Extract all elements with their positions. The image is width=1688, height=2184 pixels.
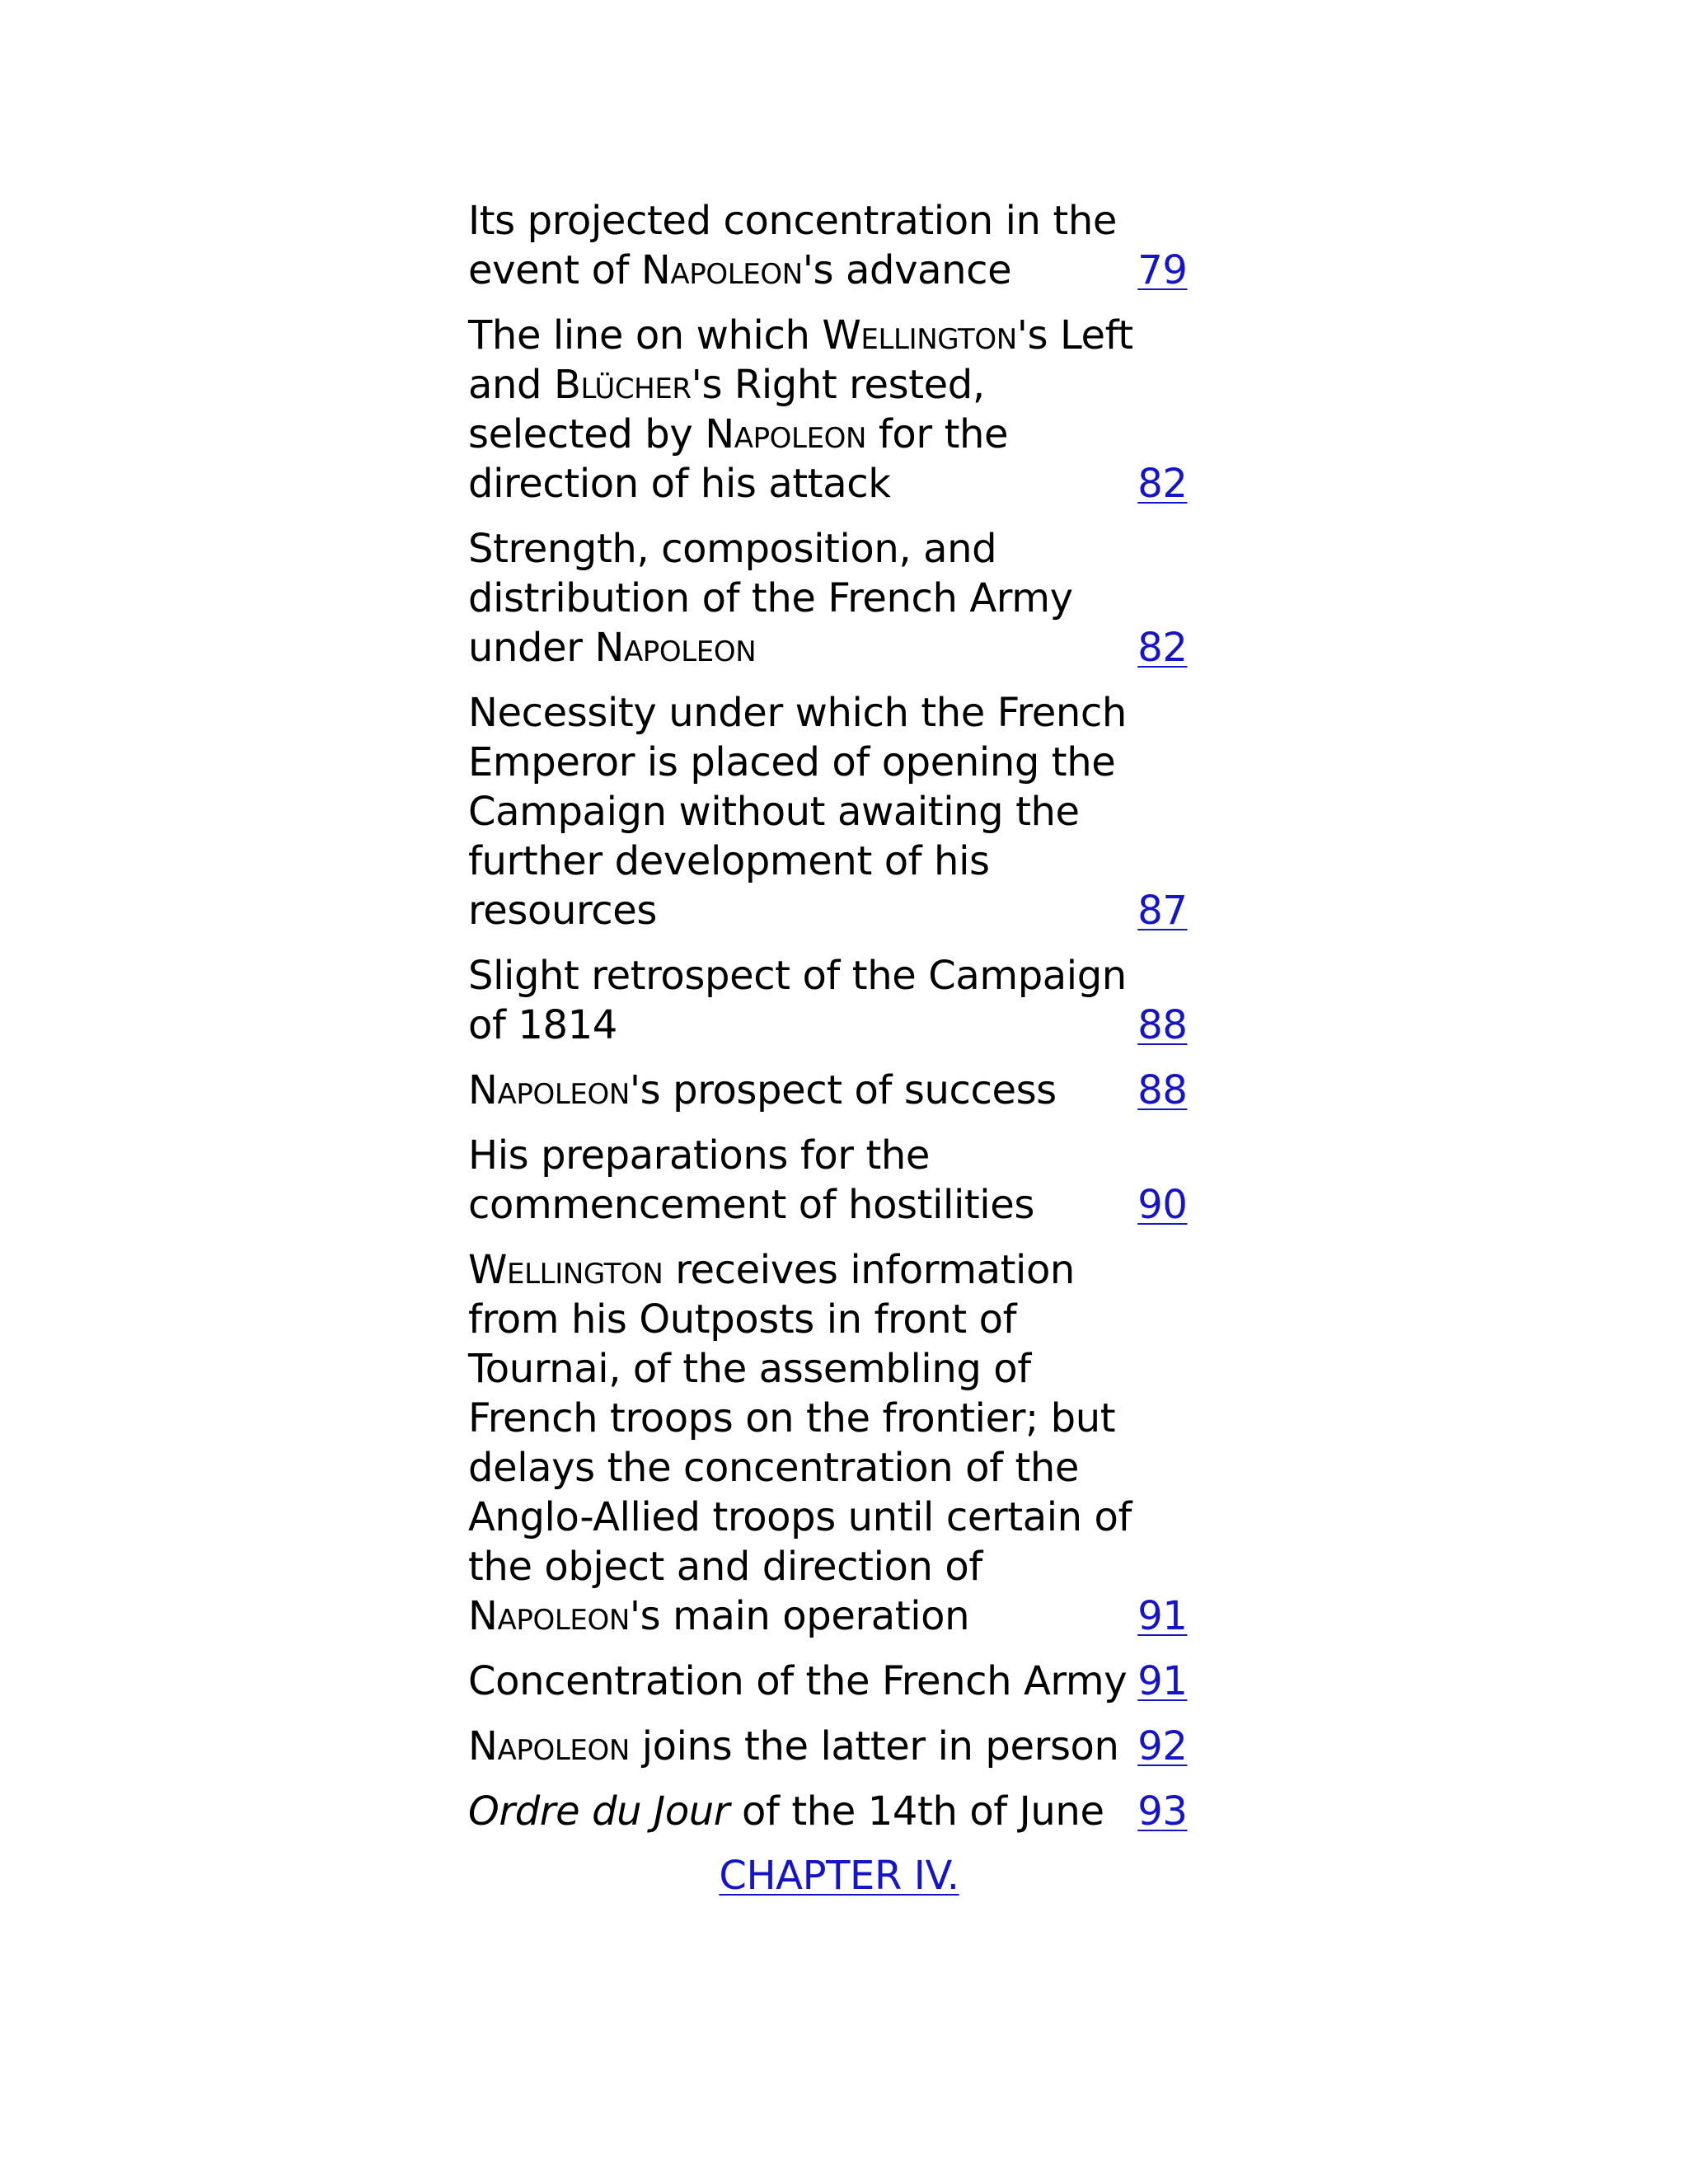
toc-entry-text: Slight retrospect of the Campaign of 1814 — [468, 953, 1127, 1048]
page-link[interactable]: 90 — [1137, 1182, 1188, 1228]
toc-entry — [468, 1787, 1210, 1836]
toc-entry-text: Strength, composition, and distribution of the French Army under Napoleon — [468, 526, 1073, 671]
toc-entry — [468, 311, 1210, 509]
toc-entry — [468, 1131, 1210, 1230]
table-of-contents — [468, 196, 1210, 1852]
page-link[interactable]: 93 — [1137, 1788, 1188, 1835]
toc-entry — [468, 688, 1210, 935]
toc-entry — [468, 1066, 1210, 1115]
toc-entry-text: His preparations for the commencement of hostilities — [468, 1132, 1034, 1228]
name-napoleon: Napoleon — [594, 625, 757, 671]
toc-entry — [468, 1657, 1210, 1706]
chapter-link[interactable]: CHAPTER IV. — [719, 1853, 959, 1899]
page-link[interactable]: 88 — [1137, 1002, 1188, 1048]
name-napoleon: Napoleon — [468, 1723, 630, 1769]
toc-entry — [468, 524, 1210, 673]
page-link[interactable]: 82 — [1137, 625, 1188, 671]
name-napoleon: Napoleon — [468, 1593, 630, 1639]
italic-title: Ordre du Jour — [468, 1788, 730, 1835]
name-napoleon: Napoleon — [468, 1067, 630, 1113]
page-link[interactable]: 92 — [1137, 1723, 1188, 1769]
name-blucher: Blücher — [553, 362, 692, 408]
chapter-heading — [468, 1851, 1210, 1900]
page-link[interactable]: 87 — [1137, 888, 1188, 934]
toc-entry-text: Napoleon joins the latter in person — [468, 1723, 1119, 1769]
toc-entry-text: Ordre du Jour of the 14th of June — [468, 1788, 1104, 1835]
toc-entry-text: Concentration of the French Army — [468, 1658, 1128, 1704]
toc-entry — [468, 1245, 1210, 1641]
page-link[interactable]: 79 — [1137, 247, 1188, 293]
toc-entry-text: The line on which Wellington's Left and Blücher's Right rested, selected by Napoleon for the direction of his attack — [468, 312, 1133, 507]
toc-entry — [468, 1722, 1210, 1771]
page-link[interactable]: 88 — [1137, 1067, 1188, 1113]
toc-entry-text: Wellington receives information from his Outposts in front of Tournai, of the assembling of French troops on the frontier; but delays the concentration of the Anglo-Allied troops until certain of the object and direction of Napoleon's main operation — [468, 1247, 1132, 1639]
name-wellington: Wellington — [468, 1247, 663, 1293]
page-link[interactable]: 91 — [1137, 1593, 1188, 1639]
toc-entry-text: Napoleon's prospect of success — [468, 1067, 1057, 1113]
toc-entry-text: Its projected concentration in the event of Napoleon's advance — [468, 198, 1117, 293]
name-napoleon: Napoleon — [640, 247, 803, 293]
toc-entry — [468, 951, 1210, 1050]
page-link[interactable]: 82 — [1137, 461, 1188, 507]
toc-entry — [468, 196, 1210, 295]
page-link[interactable]: 91 — [1137, 1658, 1188, 1704]
name-wellington: Wellington — [822, 312, 1017, 359]
name-napoleon: Napoleon — [705, 411, 867, 457]
toc-entry-text: Necessity under which the French Emperor is placed of opening the Campaign without awaiting the further development of his resources — [468, 690, 1127, 934]
